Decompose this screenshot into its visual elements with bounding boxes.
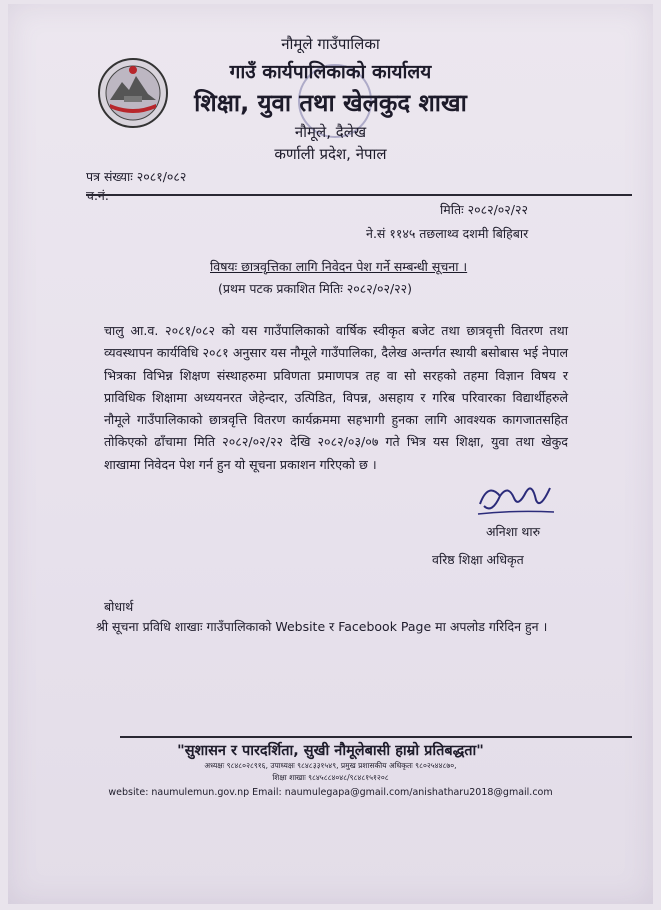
signatory-name: अनिशा थारु <box>486 524 541 539</box>
patra-sankhya: पत्र संख्याः २०८१/०८२ <box>86 169 187 184</box>
body-paragraph: चालु आ.व. २०८१/०८२ को यस गाउँपालिकाको वार्षिक स्वीकृत बजेट तथा छात्रवृत्ती वितरण तथा व्यवस्थापन कार्यविधि २०८१ अनुसार यस नौमूले गाउँपालिका, दैलेख अन्तर्गत स्थायी बसोबास भई नेपाल भित्रका विभिन्न शिक्षण संस्थाहरुमा प्रविणता प्रमाणपत्र तह वा सो सरहको तहमा विज्ञान विषय र प्राविधिक शिक्षामा अध्ययनरत जेहेन्दार, उत्पिडित, विपन्न, असहाय र गरिब परिवारका विद्यार्थीहरुले नौमूले गाउँपालिकाको छात्रवृत्ति वितरण कार्यक्रममा सहभागी हुनका लागि आवश्यक कागजातसहित तोकिएको ढाँचामा मिति २०८२/०२/२२ देखि २०८२/०३/०७ गते भित्र यस शिक्षा, युवा तथा खेकुद शाखामा निवेदन पेश गर्न हुन यो सूचना प्रकाशन गरिएको छ । <box>104 323 568 472</box>
date-miti: मितिः २०८२/०२/२२ <box>440 202 528 217</box>
bodhartha-line: श्री सूचना प्रविधि शाखाः गाउँपालिकाको Website र Facebook Page मा अपलोड गरिदिन हुन । <box>96 619 548 634</box>
header-divider <box>86 194 632 196</box>
footer-website-email: website: naumulemun.gov.np Email: naumulegapa@gmail.com/anishatharu2018@gmail.com <box>108 787 553 798</box>
header-line-2: गाउँ कार्यपालिकाको कार्यालय <box>229 61 432 83</box>
header-line-5: कर्णाली प्रदेश, नेपाल <box>274 145 387 163</box>
header-line-1: नौमूले गाउँपालिका <box>281 35 380 53</box>
signatory-title: वरिष्ठ शिक्षा अधिकृत <box>432 552 524 567</box>
published-date: (प्रथम पटक प्रकाशित मितिः २०८२/०२/२२) <box>218 281 413 296</box>
signature-mark-icon <box>470 474 560 524</box>
footer-motto: "सुशासन र पारदर्शिता, सुखी नौमूलेबासी हाम्रो प्रतिबद्धता" <box>177 743 484 759</box>
header-line-3: शिक्षा, युवा तथा खेलकुद शाखा <box>194 89 467 117</box>
bodhartha-heading: बोधार्थ <box>104 599 134 614</box>
footer-contacts-1: अध्यक्षः ९८४८०२८९१६, उपाध्यक्षः ९८४८३३१५४९, प्रमुख प्रशासकीय अधिकृतः ९८०२५४४८७०, <box>204 761 457 770</box>
nepal-sambat-date: ने.सं ११४५ तछलाथ्व दशमी बिहिबार <box>366 226 529 241</box>
subject-line: विषयः छात्रवृत्तिका लागि निवेदन पेश गर्ने सम्बन्धी सूचना । <box>210 259 468 274</box>
header-line-4: नौमूले, दैलेख <box>294 123 367 141</box>
footer-contacts-2: शिक्षा शाखाः ९८४५८८४०४८/९८४८१५१२०८ <box>272 773 389 782</box>
letter-page <box>8 4 653 904</box>
footer-divider <box>120 736 632 738</box>
